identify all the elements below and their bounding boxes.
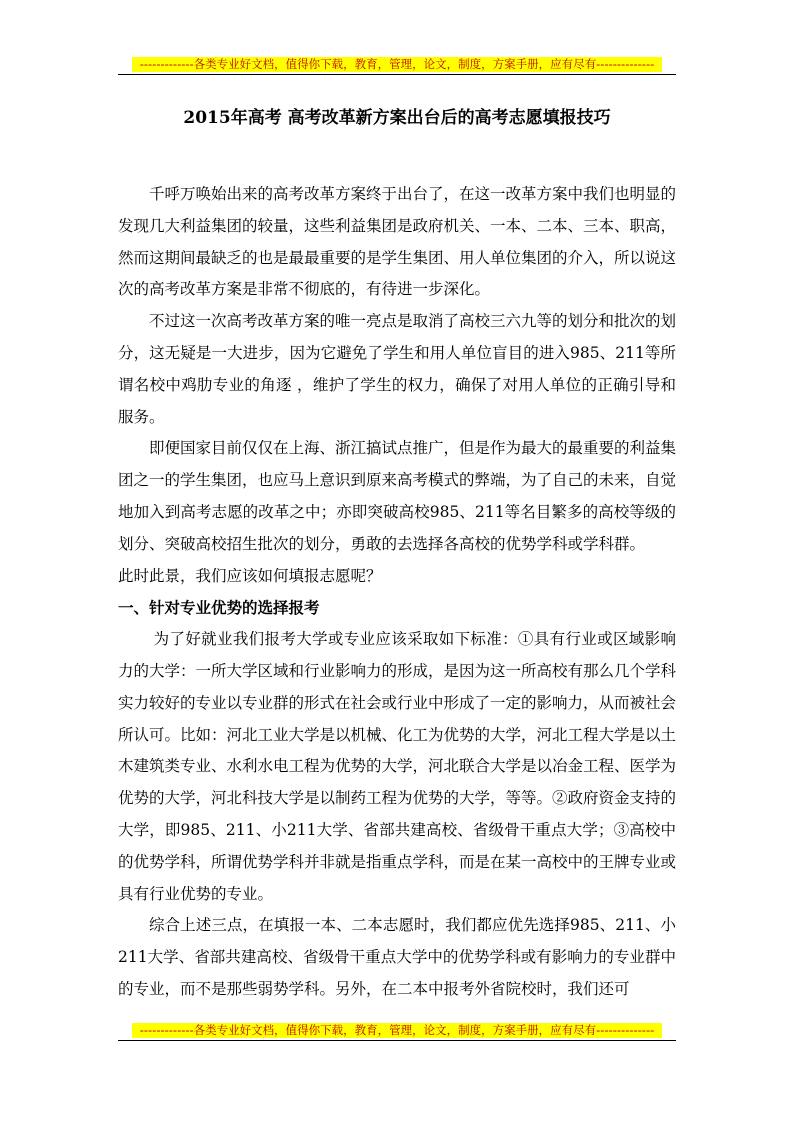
footer-banner: -------------各类专业好文档，值得你下载，教育，管理，论文，制度，方案手册，应有尽有--------------: [132, 1023, 662, 1038]
paragraph-3: 即便国家目前仅仅在上海、浙江搞试点推广，但是作为最大的最重要的利益集团之一的学生集团，也应马上意识到原来高考模式的弊端，为了自己的未来，自觉地加入到高考志愿的改革之中；亦即突破高校985、211等名目繁多的高校等级的划分、突破高校招生批次的划分，勇敢的去选择各高校的优势学科或学科群。: [118, 439, 677, 553]
question-line: 此时此景，我们应该如何填报志愿呢？: [118, 566, 382, 585]
footer-divider: [118, 1040, 676, 1041]
section-heading: 一、针对专业优势的选择报考: [118, 598, 320, 618]
paragraph-1: 千呼万唤始出来的高考改革方案终于出台了，在这一改革方案中我们也明显的发现几大利益集团的较量，这些利益集团是政府机关、一本、二本、三本、职高，然而这期间最缺乏的也是最最重要的是学生集团、用人单位集团的介入，所以说这次的高考改革方案是非常不彻底的，有待进一步深化。: [118, 185, 677, 299]
header-divider: [118, 74, 676, 75]
paragraph-2: 不过这一次高考改革方案的唯一亮点是取消了高校三六九等的划分和批次的划分，这无疑是一大进步，因为它避免了学生和用人单位盲目的进入985、211等所谓名校中鸡肋专业的角逐 ，维护了学生的权力，确保了对用人单位的正确引导和服务。: [118, 312, 677, 426]
paragraph-5: 综合上述三点，在填报一本、二本志愿时，我们都应优先选择985、211、小211大学、省部共建高校、省级骨干重点大学中的优势学科或有影响力的专业群中的专业，而不是那些弱势学科。另外，在二本中报考外省院校时，我们还可: [118, 916, 676, 998]
header-banner: -------------各类专业好文档，值得你下载，教育，管理，论文，制度，方案手册，应有尽有--------------: [132, 57, 662, 72]
document-body: [118, 179, 676, 1006]
paragraph-4: 为了好就业我们报考大学或专业应该采取如下标准：①具有行业或区域影响力的大学：一所大学区域和行业影响力的形成，是因为这一所高校有那么几个学科实力较好的专业以专业群的形式在社会或行业中形成了一定的影响力，从而被社会所认可。比如：河北工业大学是以机械、化工为优势的大学，河北工程大学是以土木建筑类专业、水利水电工程为优势的大学，河北联合大学是以冶金工程、医学为优势的大学，河北科技大学是以制药工程为优势的大学，等等。②政府资金支持的大学，即985、211、小211大学、省部共建高校、省级骨干重点大学；③高校中的优势学科，所谓优势学科并非就是指重点学科，而是在某一高校中的王牌专业或具有行业优势的专业。: [118, 630, 677, 903]
document-title: 2015年高考 高考改革新方案出台后的高考志愿填报技巧: [183, 108, 611, 128]
